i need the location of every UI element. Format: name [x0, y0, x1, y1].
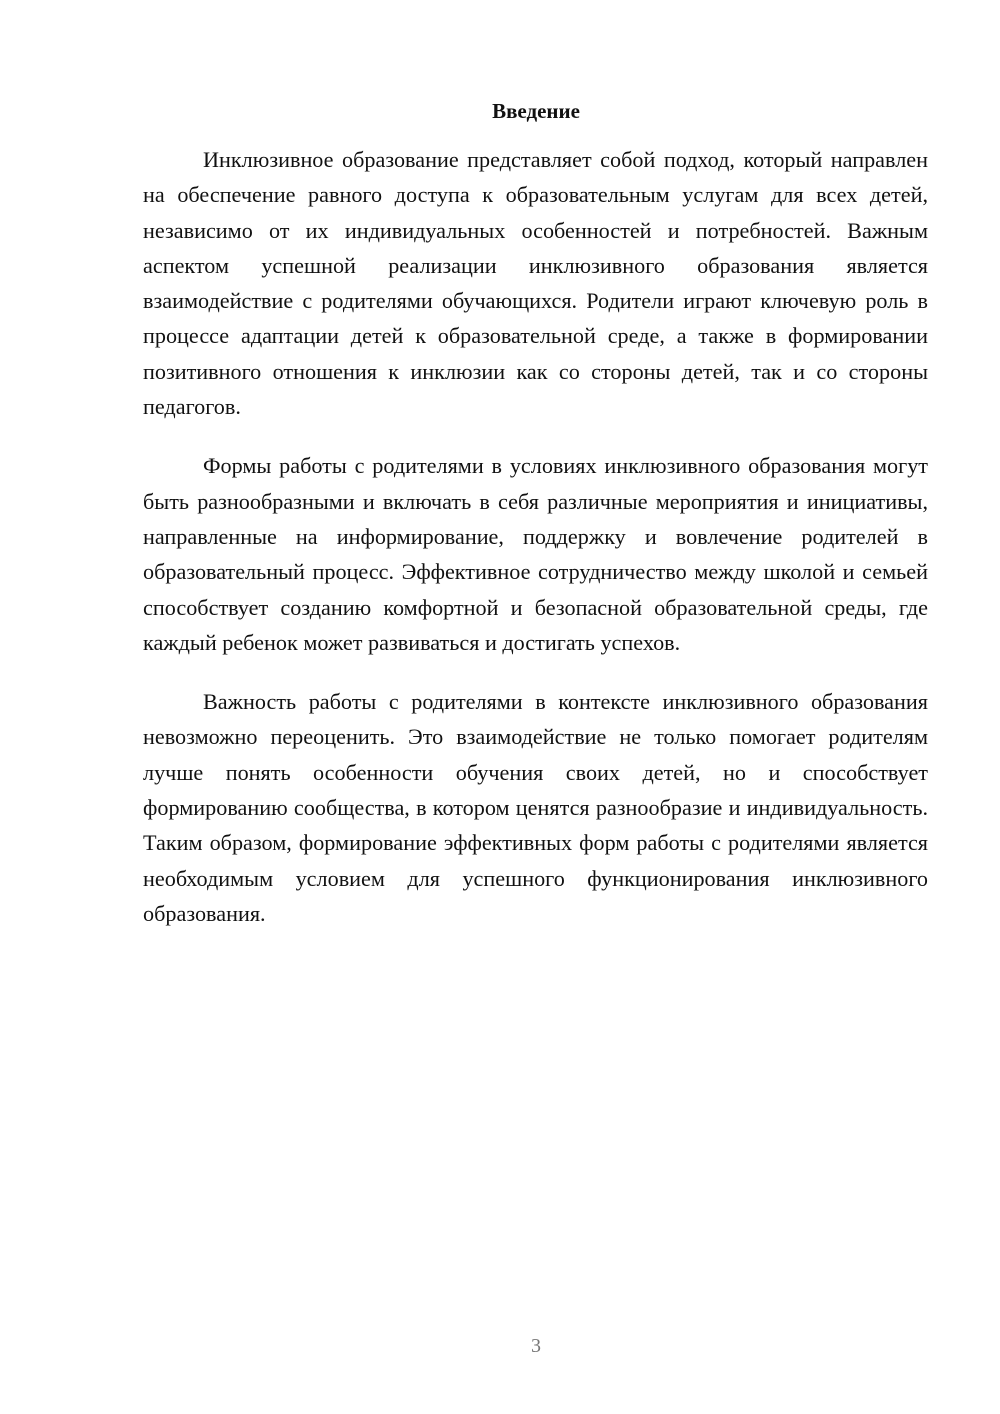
page-number: 3	[531, 1335, 541, 1357]
paragraph: Важность работы с родителями в контексте инклюзивного образования невозможно переоценить. Это взаимодействие не только помогает родителям лучше понять особенности обучения своих детей, но и способствует формированию сообщества, в котором ценятся разнообразие и индивидуальность. Таким образом, формирование эффективных форм работы с родителями является необходимым условием для успешного функционирования инклюзивного образования.	[143, 689, 928, 926]
section-heading: Введение	[492, 99, 580, 123]
body-text	[143, 142, 928, 955]
paragraph: Формы работы с родителями в условиях инклюзивного образования могут быть разнообразными и включать в себя различные мероприятия и инициативы, направленные на информирование, поддержку и вовлечение родителей в образовательный процесс. Эффективное сотрудничество между школой и семьей способствует созданию комфортной и безопасной образовательной среды, где каждый ребенок может развиваться и достигать успехов.	[143, 453, 928, 655]
paragraph: Инклюзивное образование представляет собой подход, который направлен на обеспечение равного доступа к образовательным услугам для всех детей, независимо от их индивидуальных особенностей и потребностей. Важным аспектом успешной реализации инклюзивного образования является взаимодействие с родителями обучающихся. Родители играют ключевую роль в процессе адаптации детей к образовательной среде, а также в формировании позитивного отношения к инклюзии как со стороны детей, так и со стороны педагогов.	[143, 147, 928, 420]
